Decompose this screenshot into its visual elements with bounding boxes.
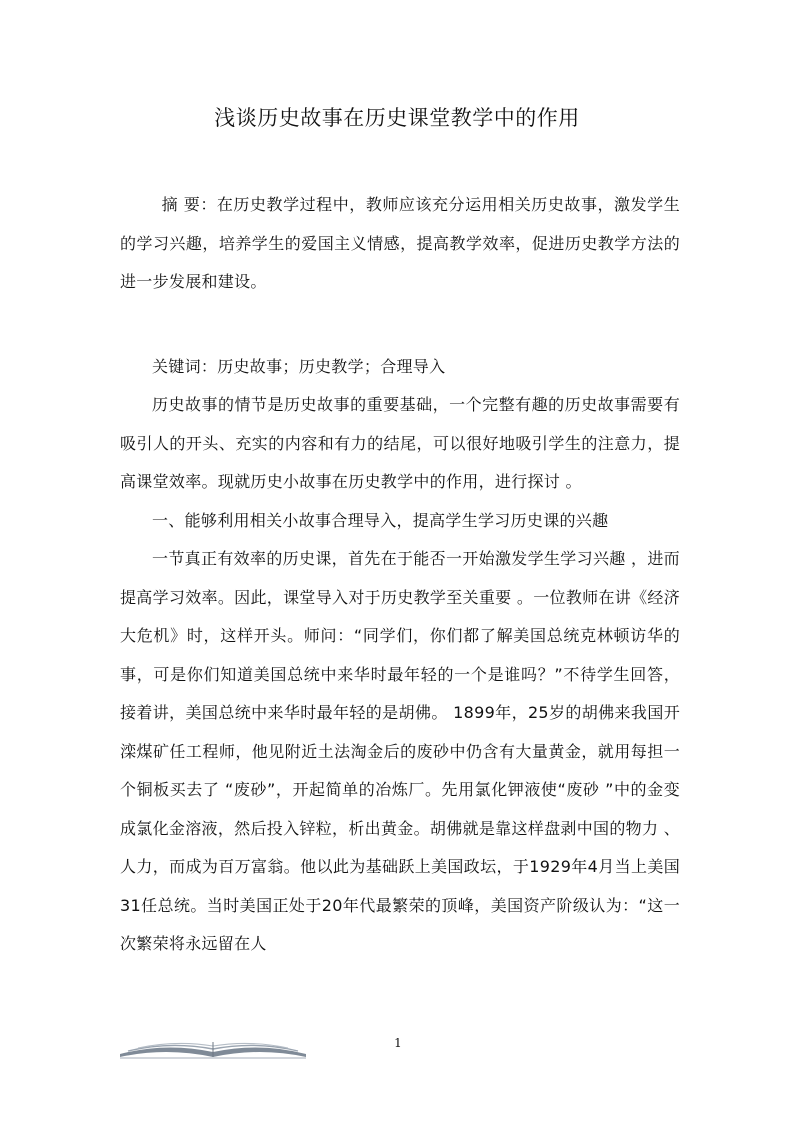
document-title: 浅谈历史故事在历史课堂教学中的作用 (214, 106, 580, 130)
main-body (120, 386, 680, 964)
section-heading: 一、能够利用相关小故事合理导入，提高学生学习历史课的兴趣 (152, 510, 609, 530)
abstract-block (120, 186, 680, 302)
paragraph-intro: 历史故事的情节是历史故事的重要基础，一个完整有趣的历史故事需要有吸引人的开头、充实的内容和有力的结尾，可以很好地吸引学生的注意力，提高课堂效率。现就历史小故事在历史教学中的作用，进行探讨 。 (120, 395, 680, 491)
keywords-text: 关键词：历史故事；历史教学；合理导入 (152, 357, 446, 376)
keywords-block (120, 348, 680, 387)
abstract-text: 摘 要：在历史教学过程中，教师应该充分运用相关历史故事，激发学生的学习兴趣，培养学生的爱国主义情感，提高教学效率，促进历史教学方法的进一步发展和建设。 (120, 195, 680, 291)
book-decoration-icon (118, 1036, 308, 1060)
paragraph-body: 一节真正有效率的历史课，首先在于能否一开始激发学生学习兴趣 ，进而提高学习效率。因此，课堂导入对于历史教学至关重要 。一位教师在讲《经济大危机》时，这样开头。师问：“同学们，你们都了解美国总统克林顿访华的事，可是你们知道美国总统中来华时最年轻的一个是谁吗？”不待学生回答，接着讲，美国总统中来华时最年轻的是胡佛。 1899年，25岁的胡佛来我国开滦煤矿任工程师，他见附近土法淘金后的废砂中仍含有大量黄金，就用每担一个铜板买去了 “废砂”，开起简单的冶炼厂。先用氯化钾液使“废砂 ”中的金变成氯化金溶液，然后投入锌粒，析出黄金。胡佛就是靠这样盘剥中国的物力 、人力，而成为百万富翁。他以此为基础跃上美国政坛，于1929年4月当上美国31任总统。当时美国正处于20年代最繁荣的顶峰，美国资产阶级认为：“这一次繁荣将永远留在人 (120, 549, 680, 953)
page-number: 1 (394, 1036, 402, 1050)
